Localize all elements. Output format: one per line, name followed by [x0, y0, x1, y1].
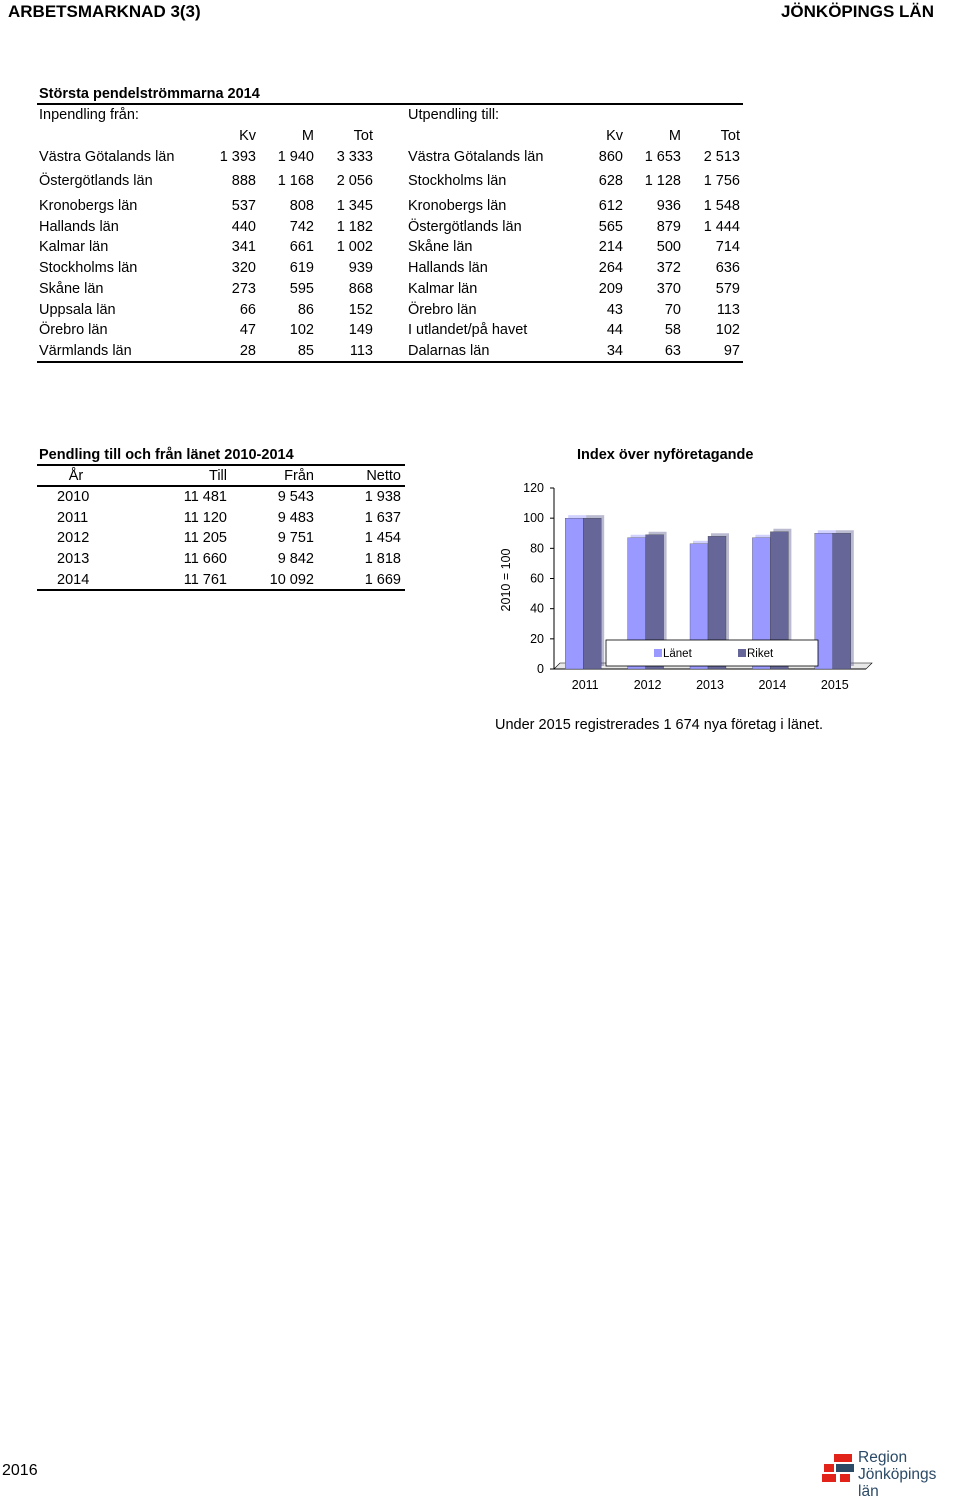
out-row-m: 1 128 [644, 173, 681, 189]
y-tick-label: 20 [530, 631, 544, 646]
pendling-row-fran: 9 483 [277, 510, 314, 526]
legend-swatch [654, 649, 662, 657]
in-row-m: 742 [289, 219, 314, 235]
pendling-header-rule [37, 485, 405, 487]
out-row-name: Skåne län [408, 239, 473, 255]
out-row-name: Dalarnas län [408, 343, 490, 359]
new-companies-note: Under 2015 registrerades 1 674 nya företag i länet. [495, 717, 824, 733]
out-row-kv: 43 [606, 302, 623, 318]
pendling-row-netto: 1 818 [364, 551, 401, 567]
pendling-bottom-rule [37, 589, 405, 591]
out-row-tot: 1 756 [703, 173, 740, 189]
pendling-row-netto: 1 938 [364, 489, 401, 505]
in-row-name: Örebro län [39, 322, 108, 338]
in-row-tot: 1 182 [336, 219, 373, 235]
chart-title: Index över nyföretagande [577, 447, 754, 463]
in-row-tot: 868 [348, 281, 373, 297]
out-row-name: Västra Götalands län [408, 149, 544, 165]
in-row-m: 1 168 [277, 173, 314, 189]
out-row-tot: 113 [716, 302, 740, 318]
out-row-kv: 209 [598, 281, 623, 297]
pendling-col-fran: Från [284, 468, 314, 484]
bar-riket [583, 518, 601, 669]
pendling-row-fran: 9 842 [277, 551, 314, 567]
out-row-m: 58 [664, 322, 681, 338]
pendling-row-fran: 10 092 [269, 572, 314, 588]
x-tick-label: 2013 [696, 678, 724, 692]
in-row-tot: 2 056 [336, 173, 373, 189]
out-row-name: Östergötlands län [408, 219, 522, 235]
pendling-row-till: 11 761 [183, 572, 227, 588]
out-row-kv: 44 [606, 322, 623, 338]
in-row-m: 1 940 [277, 149, 314, 165]
in-row-kv: 28 [239, 343, 256, 359]
logo-text-lan: Jönköpings län [858, 1466, 937, 1500]
in-row-kv: 320 [231, 260, 256, 276]
y-tick-label: 40 [530, 601, 544, 616]
out-row-m: 936 [656, 198, 681, 214]
pendling-row-year: 2013 [57, 551, 90, 567]
in-row-tot: 149 [348, 322, 373, 338]
in-row-tot: 113 [349, 343, 373, 359]
in-row-tot: 1 002 [336, 239, 373, 255]
in-row-name: Kronobergs län [39, 198, 138, 214]
legend-swatch [738, 649, 746, 657]
utpendling-label: Utpendling till: [408, 107, 500, 123]
pendling-row-fran: 9 751 [277, 530, 314, 546]
in-row-tot: 939 [348, 260, 373, 276]
pendling-row-netto: 1 637 [364, 510, 401, 526]
y-tick-label: 60 [530, 571, 544, 586]
out-row-kv: 264 [598, 260, 623, 276]
x-tick-label: 2012 [633, 678, 662, 692]
y-tick-label: 100 [523, 511, 544, 526]
in-row-name: Skåne län [39, 281, 104, 297]
in-row-kv: 440 [231, 219, 256, 235]
in-column-header: Tot [353, 128, 373, 144]
bar-länet [565, 518, 583, 669]
in-row-name: Uppsala län [39, 302, 116, 318]
commuting-table-title: Största pendelströmmarna 2014 [39, 86, 260, 102]
in-row-name: Hallands län [39, 219, 119, 235]
in-row-m: 86 [297, 302, 314, 318]
pendling-row-netto: 1 669 [364, 572, 401, 588]
in-row-m: 595 [289, 281, 314, 297]
in-row-m: 85 [297, 343, 314, 359]
out-row-tot: 1 444 [703, 219, 740, 235]
y-axis-title: 2010 = 100 [499, 548, 513, 612]
out-column-header: Tot [720, 128, 740, 144]
out-row-name: I utlandet/på havet [408, 322, 528, 338]
pendling-row-till: 11 481 [183, 489, 227, 505]
pendling-row-till: 11 660 [183, 551, 227, 567]
footer-year: 2016 [2, 1462, 38, 1479]
index-bar-chart [490, 470, 880, 700]
x-tick-label: 2011 [571, 678, 599, 692]
out-row-tot: 636 [715, 260, 740, 276]
out-row-tot: 1 548 [703, 198, 740, 214]
pendling-row-year: 2010 [57, 489, 90, 505]
pendling-row-till: 11 120 [183, 510, 227, 526]
in-row-m: 102 [289, 322, 314, 338]
out-row-tot: 102 [715, 322, 740, 338]
pendling-col-till: Till [209, 468, 227, 484]
pendling-row-till: 11 205 [183, 530, 227, 546]
y-tick-label: 120 [523, 481, 544, 495]
in-row-kv: 888 [231, 173, 256, 189]
pendling-col-netto: Netto [366, 468, 401, 484]
out-row-m: 372 [656, 260, 681, 276]
county-title: JÖNKÖPINGS LÄN [780, 2, 934, 21]
out-row-name: Örebro län [408, 302, 477, 318]
out-row-kv: 214 [598, 239, 623, 255]
pendling-title-rule [37, 464, 405, 466]
in-row-kv: 1 393 [219, 149, 256, 165]
pendling-table-title: Pendling till och från länet 2010-2014 [39, 447, 294, 463]
commuting-bottom-rule [37, 361, 743, 363]
pendling-col-year: År [68, 468, 84, 484]
in-row-name: Värmlands län [39, 343, 132, 359]
inpendling-label: Inpendling från: [39, 107, 139, 123]
in-row-name: Kalmar län [39, 239, 109, 255]
in-row-kv: 537 [231, 198, 256, 214]
out-row-tot: 714 [715, 239, 740, 255]
out-row-m: 500 [656, 239, 681, 255]
pendling-row-year: 2014 [57, 572, 90, 588]
out-column-header: Kv [606, 128, 623, 144]
in-row-tot: 152 [348, 302, 373, 318]
logo-text-region: Region [858, 1449, 908, 1466]
pendling-row-fran: 9 543 [277, 489, 314, 505]
pendling-row-year: 2011 [57, 510, 89, 526]
in-row-name: Stockholms län [39, 260, 138, 276]
out-row-tot: 2 513 [703, 149, 740, 165]
out-row-m: 1 653 [644, 149, 681, 165]
legend-box [606, 640, 818, 666]
in-row-tot: 3 333 [336, 149, 373, 165]
out-row-m: 370 [656, 281, 681, 297]
y-tick-label: 80 [530, 541, 544, 556]
out-row-name: Kalmar län [408, 281, 478, 297]
out-row-kv: 565 [598, 219, 623, 235]
in-row-m: 661 [289, 239, 314, 255]
out-row-name: Stockholms län [408, 173, 507, 189]
bar-riket [833, 533, 851, 669]
out-row-m: 70 [664, 302, 681, 318]
in-row-name: Östergötlands län [39, 173, 153, 189]
out-row-name: Kronobergs län [408, 198, 507, 214]
in-row-kv: 341 [231, 239, 256, 255]
report-section-title: ARBETSMARKNAD 3(3) [8, 2, 201, 21]
in-row-tot: 1 345 [336, 198, 373, 214]
region-logo [818, 1446, 960, 1500]
out-row-m: 879 [656, 219, 681, 235]
x-tick-label: 2014 [758, 678, 787, 692]
legend-label: Riket [747, 648, 774, 660]
pendling-row-year: 2012 [57, 530, 90, 546]
out-row-tot: 97 [723, 343, 740, 359]
out-column-header: M [668, 128, 681, 144]
out-row-kv: 34 [606, 343, 623, 359]
in-row-kv: 47 [239, 322, 256, 338]
in-row-m: 808 [289, 198, 314, 214]
out-row-kv: 860 [598, 149, 623, 165]
legend-label: Länet [663, 648, 692, 660]
y-tick-label: 0 [537, 662, 544, 676]
in-column-header: Kv [239, 128, 256, 144]
out-row-kv: 628 [598, 173, 623, 189]
in-column-header: M [301, 128, 314, 144]
in-row-kv: 273 [231, 281, 256, 297]
out-row-kv: 612 [598, 198, 623, 214]
pendling-row-netto: 1 454 [364, 530, 401, 546]
out-row-m: 63 [664, 343, 681, 359]
commuting-title-rule [37, 103, 743, 105]
in-row-name: Västra Götalands län [39, 149, 175, 165]
x-tick-label: 2015 [820, 678, 849, 692]
in-row-m: 619 [289, 260, 314, 276]
out-row-tot: 579 [715, 281, 740, 297]
in-row-kv: 66 [239, 302, 256, 318]
out-row-name: Hallands län [408, 260, 488, 276]
